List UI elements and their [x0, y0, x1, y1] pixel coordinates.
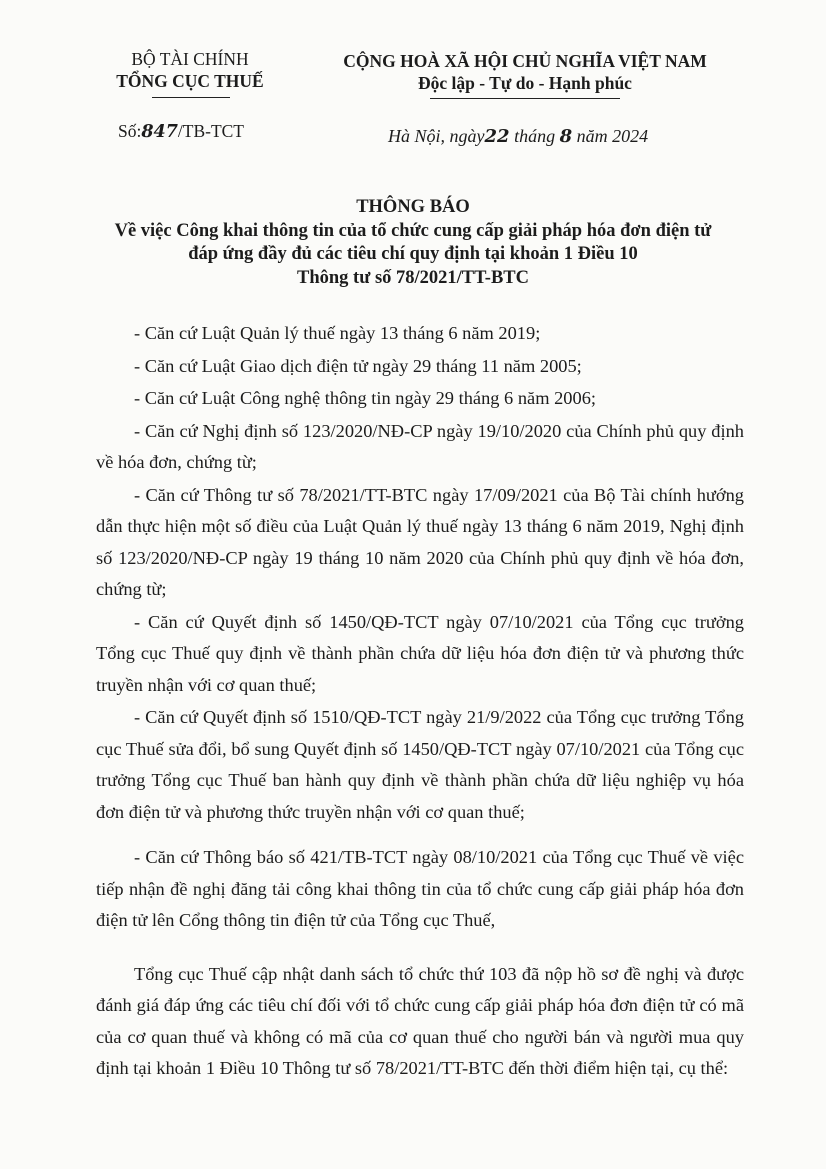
doc-number-handwritten: 847 — [141, 122, 178, 142]
country-motto: Độc lập - Tự do - Hạnh phúc — [418, 73, 632, 93]
notice-subject-line1: Về việc Công khai thông tin của tổ chức cung cấp giải pháp hóa đơn điện tử — [114, 220, 712, 241]
notice-heading: THÔNG BÁO — [356, 197, 470, 217]
notice-subject-line3: Thông tư số 78/2021/TT-BTC — [297, 267, 529, 288]
doc-number-suffix: /TB-TCT — [177, 121, 244, 141]
basis-paragraph-8: - Căn cứ Thông báo số 421/TB-TCT ngày 08/10/2021 của Tổng cục Thuế về việc tiếp nhận đề nghị đăng tải công khai thông tin của tổ chức cung cấp giải pháp hóa đơn điện tử lên Cổng thông tin điện tử của Tổng cục Thuế, — [96, 847, 744, 930]
doc-number-prefix: Số: — [118, 121, 142, 141]
notice-subject-line2: đáp ứng đầy đủ các tiêu chí quy định tại khoản 1 Điều 10 — [188, 244, 638, 264]
document-body — [96, 318, 744, 1085]
basis-paragraph-3: - Căn cứ Luật Công nghệ thông tin ngày 29 tháng 6 năm 2006; — [134, 388, 597, 408]
date-month-handwritten: 8 — [559, 126, 573, 147]
date-month-label: tháng — [514, 126, 556, 146]
document-number — [118, 120, 244, 143]
basis-paragraph-5: - Căn cứ Thông tư số 78/2021/TT-BTC ngày 17/09/2021 của Bộ Tài chính hướng dẫn thực hiện một số điều của Luật Quản lý thuế ngày 13 tháng 6 năm 2019, Nghị định số 123/2020/NĐ-CP ngày 19 tháng 10 năm 2020 của Chính phủ quy định về hóa đơn, chứng từ; — [96, 484, 744, 599]
agency-underline — [152, 97, 230, 98]
basis-paragraph-6: - Căn cứ Quyết định số 1450/QĐ-TCT ngày 07/10/2021 của Tổng cục trưởng Tổng cục Thuế quy định về thành phần chứa dữ liệu hóa đơn điện tử và phương thức truyền nhận với cơ quan thuế; — [96, 611, 744, 695]
date-year: năm 2024 — [576, 126, 649, 146]
agency-ministry: BỘ TÀI CHÍNH — [131, 49, 249, 69]
agency-department: TỔNG CỤC THUẾ — [116, 71, 264, 91]
basis-paragraph-4: - Căn cứ Nghị định số 123/2020/NĐ-CP ngày 19/10/2020 của Chính phủ quy định về hóa đơn, chứng từ; — [96, 420, 744, 472]
notice-title — [60, 196, 766, 290]
date-prefix: Hà Nội, ngày — [388, 126, 485, 146]
motto-underline — [430, 98, 620, 99]
document-date — [388, 126, 648, 147]
basis-paragraph-2: - Căn cứ Luật Giao dịch điện tử ngày 29 tháng 11 năm 2005; — [134, 355, 582, 376]
country-name: CỘNG HOÀ XÃ HỘI CHỦ NGHĨA VIỆT NAM — [343, 51, 707, 71]
basis-paragraph-7: - Căn cứ Quyết định số 1510/QĐ-TCT ngày 21/9/2022 của Tổng cục trưởng Tổng cục Thuế sửa đổi, bổ sung Quyết định số 1450/QĐ-TCT ngày 07/10/2021 của Tổng cục trưởng Tổng cục Thuế ban hành quy định về thành phần chứa dữ liệu nghiệp vụ hóa đơn điện tử và phương thức truyền nhận với cơ quan thuế; — [96, 707, 744, 822]
basis-paragraph-1: - Căn cứ Luật Quản lý thuế ngày 13 tháng 6 năm 2019; — [134, 323, 541, 343]
agency-block — [90, 48, 290, 92]
country-block — [318, 50, 732, 94]
date-day-handwritten: 22 — [484, 126, 510, 147]
main-paragraph: Tổng cục Thuế cập nhật danh sách tổ chức thứ 103 đã nộp hồ sơ đề nghị và được đánh giá đáp ứng các tiêu chí đối với tổ chức cung cấp giải pháp hóa đơn điện tử có mã của cơ quan thuế và không có mã của cơ quan thuế cho người bán và người mua quy định tại khoản 1 Điều 10 Thông tư số 78/2021/TT-BTC đến thời điểm hiện tại, cụ thể: — [96, 963, 744, 1078]
